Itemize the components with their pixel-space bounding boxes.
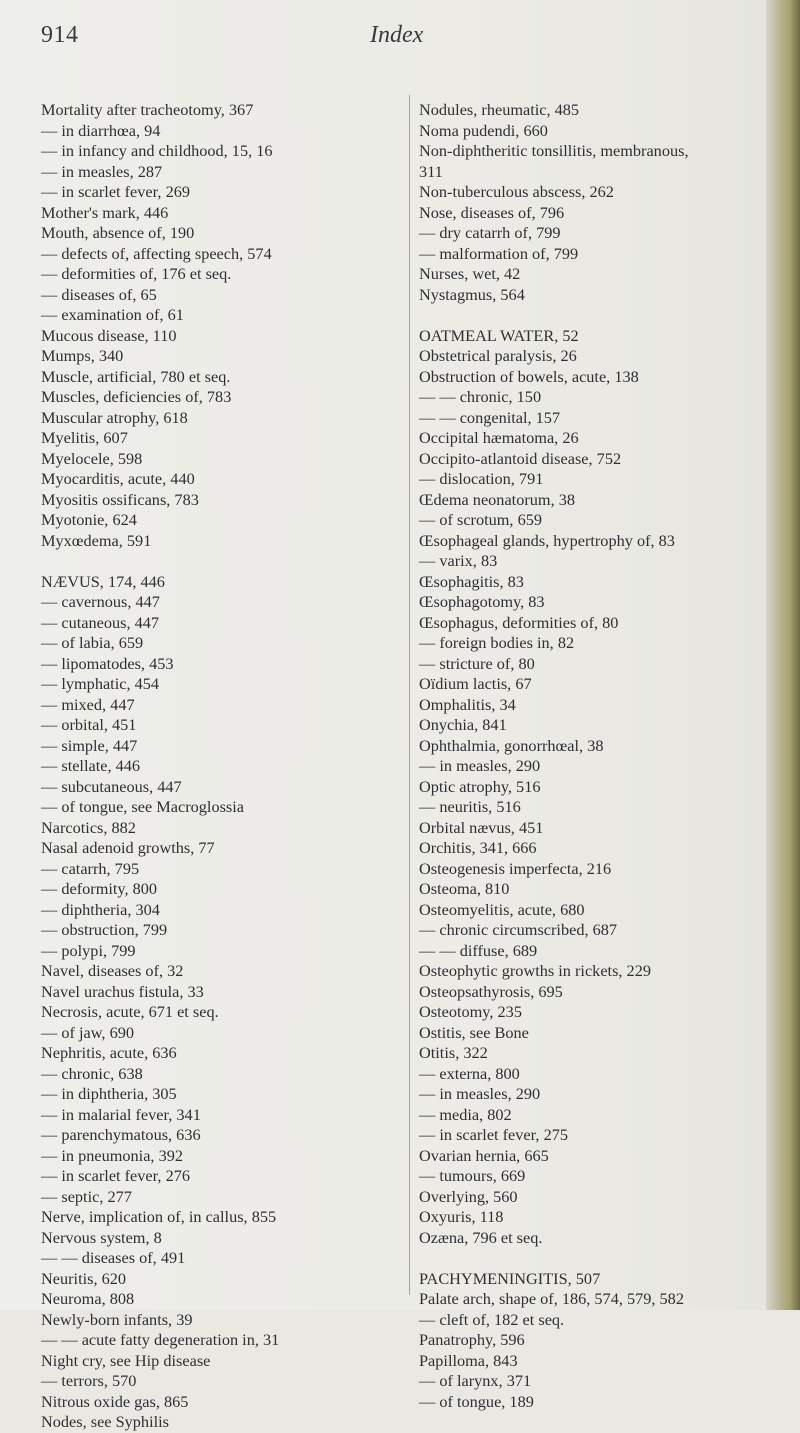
index-entry: — foreign bodies in, 82 — [419, 633, 575, 652]
index-entry: — examination of, 61 — [41, 305, 184, 324]
index-entry: Oïdium lactis, 67 — [419, 674, 532, 693]
index-entry: Papilloma, 843 — [419, 1350, 518, 1370]
index-entry: — orbital, 451 — [41, 715, 137, 734]
page-number: 914 — [41, 22, 79, 48]
index-entry: — malformation of, 799 — [419, 243, 579, 263]
index-entry: Œsophageal glands, hypertrophy of, 83 — [419, 530, 675, 550]
index-entry: — — acute fatty degeneration in, 31 — [41, 1330, 280, 1349]
index-entry: — — congenital, 157 — [419, 407, 561, 427]
index-column-left — [41, 100, 386, 1433]
index-entry: Myelitis, 607 — [41, 428, 128, 447]
index-entry: Orchitis, 341, 666 — [419, 838, 537, 857]
index-entry: Newly-born infants, 39 — [41, 1309, 193, 1329]
index-entry: Muscular atrophy, 618 — [41, 407, 188, 427]
index-entry: — of labia, 659 — [41, 633, 144, 652]
index-entry: — defects of, affecting speech, 574 — [41, 243, 272, 263]
index-entry: Navel urachus fistula, 33 — [41, 981, 204, 1001]
index-entry: Non-diphtheritic tonsillitis, membranous, — [419, 141, 689, 160]
index-entry: Narcotics, 882 — [41, 817, 136, 837]
index-entry: Nasal adenoid growths, 77 — [41, 838, 215, 857]
index-entry — [419, 1248, 779, 1269]
index-entry: Necrosis, acute, 671 et seq. — [41, 1002, 219, 1021]
index-entry: — — diseases of, 491 — [41, 1248, 186, 1267]
page-edge — [766, 0, 800, 1310]
index-entry — [41, 551, 386, 572]
index-entry: Œsophagotomy, 83 — [419, 592, 545, 611]
index-entry: — obstruction, 799 — [41, 920, 168, 939]
index-entry: — lymphatic, 454 — [41, 674, 160, 693]
index-entry: Nerve, implication of, in callus, 855 — [41, 1207, 277, 1226]
index-entry: — chronic, 638 — [41, 1063, 143, 1083]
index-entry: Ophthalmia, gonorrhœal, 38 — [419, 735, 604, 755]
index-entry: Myotonie, 624 — [41, 510, 137, 529]
index-entry: Osteophytic growths in rickets, 229 — [419, 961, 651, 980]
index-entry: — diseases of, 65 — [41, 284, 157, 304]
index-entry: Osteoma, 810 — [419, 879, 510, 898]
index-entry: — cutaneous, 447 — [41, 612, 160, 632]
index-entry: — cavernous, 447 — [41, 592, 160, 611]
index-entry: — varix, 83 — [419, 551, 498, 570]
index-entry: — stricture of, 80 — [419, 653, 535, 673]
index-entry: Osteotomy, 235 — [419, 1002, 522, 1021]
index-entry: — in pneumonia, 392 — [41, 1145, 183, 1165]
index-entry: — polypi, 799 — [41, 940, 136, 960]
index-entry: Oxyuris, 118 — [419, 1207, 504, 1226]
index-entry: Neuritis, 620 — [41, 1268, 127, 1288]
index-entry: Orbital nævus, 451 — [419, 817, 544, 837]
index-entry: Nervous system, 8 — [41, 1227, 162, 1247]
index-entry: Nodules, rheumatic, 485 — [419, 100, 580, 119]
index-entry: Omphalitis, 34 — [419, 694, 516, 714]
index-entry: Œdema neonatorum, 38 — [419, 489, 575, 509]
index-entry: Mortality after tracheotomy, 367 — [41, 100, 254, 119]
index-entry: — in scarlet fever, 275 — [419, 1125, 568, 1144]
index-entry: Myxœdema, 591 — [41, 530, 152, 550]
index-entry: Ostitis, see Bone — [419, 1022, 529, 1042]
index-entry: — neuritis, 516 — [419, 797, 521, 816]
index-entry: Onychia, 841 — [419, 715, 507, 734]
index-entry: — in scarlet fever, 269 — [41, 182, 190, 201]
index-entry: Muscle, artificial, 780 et seq. — [41, 366, 231, 386]
index-entry: Mouth, absence of, 190 — [41, 223, 195, 242]
index-entry: — deformity, 800 — [41, 879, 158, 898]
index-entry: Occipital hæmatoma, 26 — [419, 428, 579, 447]
index-entry: — in diarrhœa, 94 — [41, 120, 161, 140]
index-entry: — of tongue, 189 — [419, 1391, 534, 1411]
index-entry: Obstetrical paralysis, 26 — [419, 346, 577, 365]
index-entry: Mumps, 340 — [41, 346, 124, 365]
index-entry: PACHYMENINGITIS, 507 — [419, 1268, 601, 1288]
index-entry: — in diphtheria, 305 — [41, 1084, 177, 1103]
index-entry: Nitrous oxide gas, 865 — [41, 1391, 189, 1411]
index-entry: NÆVUS, 174, 446 — [41, 571, 165, 591]
index-entry: — — chronic, 150 — [419, 387, 542, 406]
index-entry: — stellate, 446 — [41, 756, 141, 775]
index-entry: — parenchymatous, 636 — [41, 1125, 201, 1144]
index-entry: Myelocele, 598 — [41, 448, 143, 468]
index-entry: Œsophagitis, 83 — [419, 571, 524, 591]
index-entry: Nodes, see Syphilis — [41, 1412, 169, 1431]
index-entry: — mixed, 447 — [41, 694, 135, 714]
index-entry: Nystagmus, 564 — [419, 284, 525, 304]
index-entry: — of jaw, 690 — [41, 1022, 134, 1042]
index-entry: Osteopsathyrosis, 695 — [419, 981, 563, 1001]
index-entry: — terrors, 570 — [41, 1371, 137, 1390]
index-entry: Navel, diseases of, 32 — [41, 961, 184, 980]
index-entry: Nurses, wet, 42 — [419, 264, 521, 283]
index-entry: — in measles, 290 — [419, 756, 541, 775]
index-entry: — in malarial fever, 341 — [41, 1104, 201, 1124]
index-entry: — in measles, 287 — [41, 161, 163, 181]
running-head: Index — [370, 22, 424, 48]
index-entry: — deformities of, 176 et seq. — [41, 264, 232, 283]
index-entry: Ovarian hernia, 665 — [419, 1145, 549, 1165]
index-entry: Obstruction of bowels, acute, 138 — [419, 366, 639, 386]
index-entry: — of larynx, 371 — [419, 1371, 532, 1390]
index-entry: — in scarlet fever, 276 — [41, 1166, 190, 1185]
page-header — [0, 22, 770, 62]
index-entry — [419, 305, 779, 326]
index-entry: — chronic circumscribed, 687 — [419, 920, 618, 939]
index-entry: Nephritis, acute, 636 — [41, 1043, 177, 1062]
index-entry: — of tongue, see Macroglossia — [41, 797, 245, 816]
index-entry: OATMEAL WATER, 52 — [419, 325, 579, 345]
index-entry: — tumours, 669 — [419, 1166, 526, 1185]
index-entry: Palate arch, shape of, 186, 574, 579, 582 — [419, 1289, 684, 1308]
index-entry: Non-tuberculous abscess, 262 — [419, 182, 614, 201]
index-entry: — in measles, 290 — [419, 1084, 541, 1103]
index-entry: Panatrophy, 596 — [419, 1330, 525, 1349]
index-entry: — septic, 277 — [41, 1186, 132, 1206]
index-entry: Osteomyelitis, acute, 680 — [419, 899, 585, 919]
index-entry: Mother's mark, 446 — [41, 202, 169, 222]
index-entry: — media, 802 — [419, 1104, 512, 1124]
index-entry: — dislocation, 791 — [419, 469, 544, 488]
index-entry: — in infancy and childhood, 15, 16 — [41, 141, 273, 160]
index-entry: Optic atrophy, 516 — [419, 776, 541, 796]
index-column-right — [419, 100, 779, 1412]
index-entry: Mucous disease, 110 — [41, 325, 177, 345]
index-entry: Neuroma, 808 — [41, 1289, 135, 1308]
index-entry: Ozæna, 796 et seq. — [419, 1227, 543, 1247]
index-entry: — simple, 447 — [41, 735, 138, 755]
index-entry: — — diffuse, 689 — [419, 940, 538, 960]
index-entry: Osteogenesis imperfecta, 216 — [419, 858, 612, 878]
index-entry: — dry catarrh of, 799 — [419, 223, 561, 242]
index-entry: 311 — [419, 161, 443, 181]
index-entry: — catarrh, 795 — [41, 858, 140, 878]
index-entry: — of scrotum, 659 — [419, 510, 542, 529]
column-divider — [409, 95, 410, 1295]
index-entry: Overlying, 560 — [419, 1186, 518, 1206]
index-entry: — lipomatodes, 453 — [41, 653, 174, 673]
index-entry: Myositis ossificans, 783 — [41, 489, 199, 509]
index-entry: — cleft of, 182 et seq. — [419, 1309, 565, 1329]
index-entry: Night cry, see Hip disease — [41, 1350, 211, 1370]
index-entry: — diphtheria, 304 — [41, 899, 160, 919]
index-entry: Myocarditis, acute, 440 — [41, 469, 195, 488]
index-entry: — externa, 800 — [419, 1063, 520, 1083]
index-entry: Nose, diseases of, 796 — [419, 202, 565, 222]
index-entry: — subcutaneous, 447 — [41, 776, 182, 796]
index-entry: Occipito-atlantoid disease, 752 — [419, 448, 622, 468]
index-entry: Œsophagus, deformities of, 80 — [419, 612, 619, 632]
index-entry: Noma pudendi, 660 — [419, 120, 548, 140]
index-entry: Otitis, 322 — [419, 1043, 488, 1062]
index-entry: Muscles, deficiencies of, 783 — [41, 387, 232, 406]
